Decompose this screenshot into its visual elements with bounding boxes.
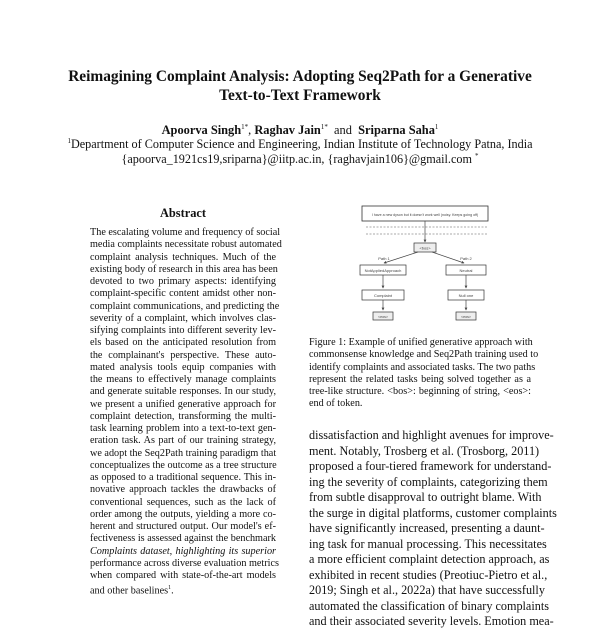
body-line: dissatisfaction and highlight avenues for improve- [309,428,554,442]
abstract-line: the means to effectively manage complaints [90,374,276,385]
affiliation-sup: 1 [67,137,71,145]
body-line: from subtle disapproval to outright blame. With [309,490,542,504]
figure-caption [309,337,539,411]
figure-1-diagram [348,202,500,324]
body-line: have significantly increased, presenting a daunt- [309,521,545,535]
abstract-line: The escalating volume and frequency of social [90,227,281,238]
path2-arrow [432,252,464,263]
caption-line: Figure 1: Example of unified generative approach with [309,337,533,348]
abstract-line: we present a unified generative approach for [90,398,276,410]
abstract-line: sifying complaints into different severity lev- [90,325,276,336]
input-text: I have a new dyson but it doesn't work well (noisy. Keeps going off) [371,213,479,217]
abstract-line: existing body of research in this area has been [90,263,278,275]
abstract-line: we adopt the Seq2Path training paradigm that [90,447,277,459]
abstract-line: complaint detection, transforming the multi- [90,410,276,422]
affiliation: Department of Computer Science and Engineering, Indian Institute of Technology Patna, India [70,137,533,151]
caption-line: tree-like structure. <bos>: beginning of string, <eos>: [309,386,531,398]
abstract-line: order among the outputs, yielding a more co- [90,508,276,520]
abstract-text [90,227,282,598]
paper-title [60,67,540,105]
eos-label: <eos> [378,315,388,319]
path1-mid-label: Complaint [373,293,393,298]
abstract-line: when compared with state-of-the-art models [90,570,276,581]
abstract-last-line [90,582,276,598]
abstract-line: and other baselines [90,585,169,597]
body-line: and their associated severity levels. Emotion mea- [309,614,554,628]
title-line-2: Text-to-Text Framework [219,87,381,104]
path1-node-label: NotAppliedApproach [364,268,402,273]
author-list [40,122,560,138]
author-sup: 1 [434,123,439,131]
abstract-line: novative approach tackles the drawbacks of [90,484,276,496]
body-line: 2019; Singh et al., 2022a) that have successfully [309,583,545,597]
body-line: ing task for manual processing. This necessitates [309,536,547,551]
eos-label: <eos> [461,315,471,319]
caption-line: commonsense knowledge and Seq2Path training used to [309,349,539,361]
body-text [309,428,557,628]
body-line: ment. Notably, Trosberg et al. (Trosborg, 2011) [309,443,540,458]
path2-mid-label: Null one [458,293,474,298]
abstract-line: the complainant's perspective. These auto- [90,349,276,361]
abstract-line: herent and structured output. Our model's ef- [90,521,276,532]
abstract-line: task learning problem into a text-to-text gen- [90,423,276,434]
body-line: proposed a four-tiered framework for understand- [309,459,552,473]
abstract-line: complaint communications, and predicting the [90,300,280,312]
abstract-line-dataset: Complaints dataset, highlighting its superior [90,545,276,557]
body-line: exhibited in recent studies (Preotiuc-Pietro et al., [309,567,548,582]
path2-node-label: Neutral [459,268,473,273]
abstract-final-period: . [171,585,174,597]
footnote-mark: 1 [168,585,172,592]
seq2path-tree [348,202,500,324]
abstract-line: media complaints necessitate robust automated [90,239,282,251]
abstract-line: complaint-specific content amidst other non- [90,288,276,300]
author-separator: and [334,123,352,137]
caption-line: represent the related tasks being solved together as a [309,373,531,385]
title-line-1: Reimagining Complaint Analysis: Adopting Seq2Path for a Generative [68,68,532,85]
abstract-line: as opposed to a traditional sequence. This in- [90,472,276,483]
author-name: Sriparna Saha [358,123,435,137]
abstract-line: mated analysis tools equip companies with [90,361,276,373]
abstract-line: and generate suitable responses. In our study, [90,386,276,398]
author-emails: {apoorva_1921cs19,sriparna}@iitp.ac.in, {raghavjain106}@gmail.com [121,152,472,166]
body-line: a more efficient complaint detection approach, as [309,552,550,566]
body-line: ing the severity of complaints, categorizing them [309,474,548,489]
abstract-line: performance across diverse evaluation metrics [90,557,279,569]
bos-label: <bos> [419,245,431,251]
path1-label: Path 1 [378,256,390,261]
abstract-heading: Abstract [159,206,207,220]
abstract-line: els based on the anticipated resolution from [90,337,276,349]
abstract-line: complaint analysis techniques. Much of the [90,251,276,263]
abstract-line: fectiveness is assessed against the benchmark [90,533,276,545]
body-line: the surge in digital platforms, customer complaints [309,505,557,520]
abstract-line: severity of a complaint, which involves clas- [90,312,276,324]
abstract-line: eration task. As part of our training strategy, [90,435,276,447]
author-sup: 1* [320,123,328,131]
author-sup: 1* [241,123,249,131]
abstract-line: conventional sequences, such as the lack of [90,496,276,508]
abstract-line: conceptualizes the outcome as a tree structure [90,459,277,471]
body-line: automated the classification of binary complaints [309,598,549,613]
author-name: Raghav Jain [254,123,321,137]
affiliation-block [40,137,560,167]
path2-label: Path 2 [460,256,472,261]
author-name: Apoorva Singh [161,123,242,137]
email-sup: * [475,152,479,160]
caption-line: identify complaints and associated tasks. The two paths [309,361,536,373]
caption-line: end of token. [309,398,363,410]
abstract-line: devoted to two primary aspects: identifying [90,276,276,287]
author-separator: , [248,123,252,137]
